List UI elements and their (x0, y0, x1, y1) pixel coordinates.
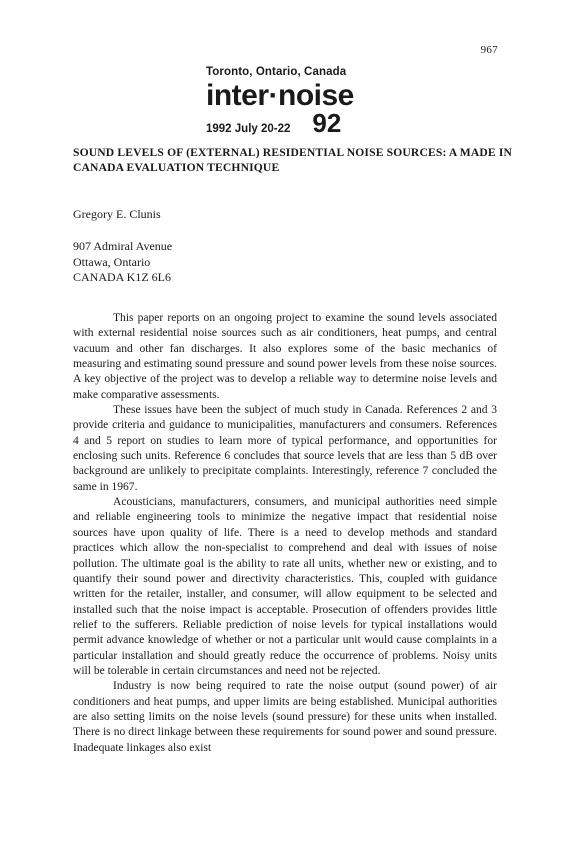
page-number: 967 (480, 44, 498, 56)
paragraph: Industry is now being required to rate the noise output (sound power) of air conditioners and heat pumps, and upper limits are being established. Municipal authorities are also setting limits on the noise levels (sound pressure) for these units when installed. There is no direct linkage between these requirements for sound power and sound pressure. Inadequate linkages also exist (73, 680, 497, 754)
address-line: CANADA K1Z 6L6 (73, 270, 171, 284)
conference-date-row (206, 108, 366, 138)
paper-title: SOUND LEVELS OF (EXTERNAL) RESIDENTIAL NOISE SOURCES: A MADE IN CANADA EVALUATION TECHNIQUE (73, 146, 513, 174)
conference-logo: inter·noise (206, 79, 354, 112)
body-text (73, 311, 497, 756)
address-line: Ottawa, Ontario (73, 254, 151, 269)
author-name: Gregory E. Clunis (73, 207, 161, 221)
paragraph: This paper reports on an ongoing project to examine the sound levels associated with external residential noise sources such as air conditioners, heat pumps, and central vacuum and other fan discharges. It also explores some of the basic mechanics of measuring and estimating sound pressure and sound power levels from these noise sources. A key objective of the project was to develop a reliable way to determine noise levels and make comparative assessments. (73, 312, 497, 401)
author-address (73, 239, 172, 286)
address-line: 907 Admiral Avenue (73, 239, 173, 253)
paragraph: Acousticians, manufacturers, consumers, and municipal authorities need simple and reliable engineering tools to minimize the negative impact that residential noise sources have upon quality of life. There is a need to develop methods and standard practices which allow the non-specialist to comprehend and deal with issues of noise pollution. The ultimate goal is the ability to rate all units, whether new or existing, and to quantify their sound power and directivity characteristics. This, coupled with guidance written for the retailer, installer, and consumer, will allow equipment to be selected and installed such that the noise impact is acceptable. Prosecution of offenders provides little relief to the sufferers. Reliable prediction of noise levels for typical installations would permit advance knowledge of whether or not a particular unit would cause complaints in a particular installation and should greatly reduce the occurrence of problems. Noisy units will be tolerable in certain circumstances and need not be rejected. (73, 496, 497, 677)
conference-year: 92 (312, 108, 342, 138)
paragraph: These issues have been the subject of much study in Canada. References 2 and 3 provide criteria and guidance to municipalities, manufacturers and consumers. References 4 and 5 report on studies to learn more of typical performance, and opportunities for enclosing such units. Reference 6 concludes that source levels that are less than 5 dB over background are unlikely to precipitate complaints. Interestingly, reference 7 concluded the same in 1967. (73, 404, 497, 493)
conference-location: Toronto, Ontario, Canada (206, 66, 347, 78)
conference-date: 1992 July 20-22 (206, 123, 291, 135)
conference-header (206, 66, 366, 138)
